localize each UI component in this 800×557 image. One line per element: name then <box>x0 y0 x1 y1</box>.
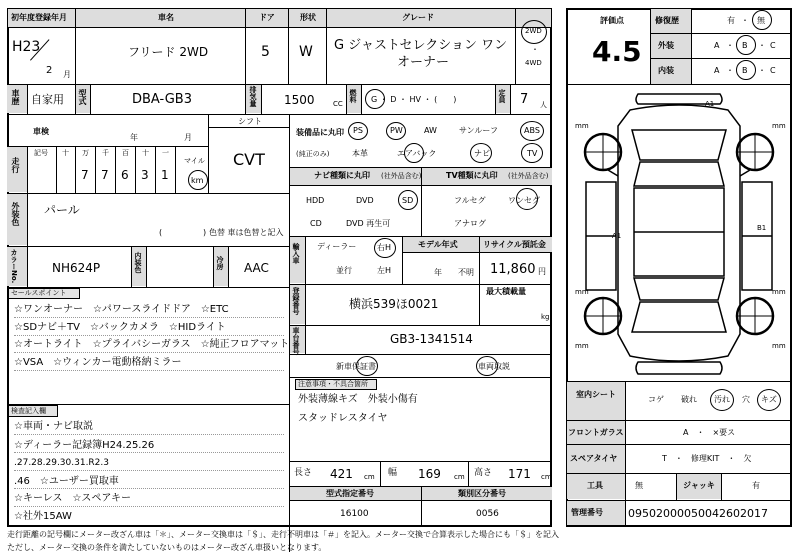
usage-value: 自家用 <box>31 93 64 106</box>
fuel-options: G ・ D ・ HV ・ ( ) <box>371 95 457 104</box>
import-label: 輸入車 <box>292 243 300 264</box>
footer-note-1: 走行距離の記号欄にメーター改ざん車は「＊」、メーター交換車は「＄」、走行不明車は「＃」を記入。メーター交換で合算表示した場合にも「＄」を記入 <box>7 530 559 539</box>
footer-note-2: ただし、メーター交換の条件を満たしていないものはメーター改ざん車扱いとなります。 <box>7 543 327 552</box>
sales-point-line: ☆ワンオーナー ☆パワースライドドア ☆ETC <box>14 304 229 315</box>
sales-point-line: ☆SDナビ＋TV ☆バックカメラ ☆HIDライト <box>14 322 226 333</box>
sales-points-label: セールスポイント <box>11 289 67 297</box>
navi-label: ナビ種類に丸印 <box>314 171 370 180</box>
tv-label: TV種類に丸印 <box>446 171 498 180</box>
recycle-label: リサイクル預託金 <box>483 240 546 249</box>
grade-line1: G ジャストセレクション ワン <box>334 38 508 53</box>
car-diagram <box>568 86 790 380</box>
inspector-line: ☆車両・ナビ取説 <box>14 421 93 432</box>
repair-label: 修復歴 <box>655 16 679 25</box>
management-number: 09502000050042602017 <box>628 507 768 520</box>
color-value: パール <box>44 203 80 217</box>
model-value: DBA-GB3 <box>132 92 192 107</box>
grade-label: グレード <box>402 13 434 22</box>
inspector-line: ☆キーレス ☆スペアキー <box>14 493 132 504</box>
jack-value: 有 <box>752 481 760 490</box>
car-name-label: 車名 <box>158 13 174 22</box>
new-warranty: 新車保証書 <box>336 362 376 371</box>
mileage-label: 走行 <box>11 157 20 173</box>
max-load-label: 最大積載量 <box>486 287 526 296</box>
damage-a1-side: A1 <box>612 232 622 240</box>
damage-b1: B1 <box>757 224 767 232</box>
jack-label: ジャッキ <box>683 481 715 490</box>
vehicle-manual: 車両取説 <box>478 362 510 371</box>
windshield-label: フロントガラス <box>568 428 624 437</box>
equipment-label: 装備品に丸印 <box>296 128 344 137</box>
grade-line2: オーナー <box>397 55 450 70</box>
ac-label: 冷房 <box>216 256 224 270</box>
door-count: 5 <box>261 44 270 60</box>
notes-line1: 外装薄線キズ 外装小傷有 <box>298 394 418 405</box>
interior-color-label: 内装色 <box>134 252 142 273</box>
drive-4wd: 4WD <box>525 59 542 67</box>
color-note: 色替 車は色替と記入 <box>209 228 284 237</box>
spare-tire-label: スペアタイヤ <box>570 454 618 463</box>
score-label: 評価点 <box>600 16 624 25</box>
spare-tire-value: T ・ 修理KIT ・ 欠 <box>662 454 752 463</box>
shape-label: 形状 <box>300 13 316 22</box>
shift-label: シフト <box>238 117 262 126</box>
recycle-value: 11,860 <box>490 262 536 277</box>
class-number: 0056 <box>476 509 499 519</box>
inspector-label: 検査記入欄 <box>11 407 46 415</box>
door-label: ドア <box>259 13 275 22</box>
sales-point-line: ☆VSA ☆ウィンカー電動格納ミラー <box>14 357 182 368</box>
model-label: 型式 <box>78 89 87 105</box>
model-year-label: モデル年式 <box>418 240 458 249</box>
colorno-value: NH624P <box>52 261 101 275</box>
mileage-unit: km <box>191 176 204 185</box>
height-label: 高さ <box>474 468 493 478</box>
management-label: 管理番号 <box>571 508 603 517</box>
fuel-label: 燃料 <box>349 89 357 103</box>
notes-label: 注意事項・不具合箇所 <box>298 380 368 388</box>
displacement-label: 排気量 <box>249 86 257 107</box>
inspector-line: ☆ディーラー記録簿H24.25.26 <box>14 440 155 451</box>
model-designation-label: 型式指定番号 <box>326 489 374 498</box>
first-reg-label: 初年度登録年月 <box>11 13 67 22</box>
ac-value: AAC <box>244 261 269 275</box>
height-value: 171 <box>508 467 531 481</box>
shift-value: CVT <box>233 150 265 169</box>
mileage-digit: 1 <box>161 168 169 182</box>
windshield-value: A ・ ×要ス <box>683 428 736 437</box>
mileage-digit: 6 <box>121 168 129 182</box>
length-label: 長さ <box>294 468 313 478</box>
interior-label: 内装 <box>658 66 674 75</box>
class-number-label: 類別区分番号 <box>458 489 506 498</box>
inspector-line: .46 ☆ユーザー買取車 <box>14 476 119 487</box>
notes-line2: スタッドレスタイヤ <box>298 413 388 424</box>
reg-label: 登録番号 <box>292 287 300 315</box>
length-value: 421 <box>330 467 353 481</box>
mileage-digit: 7 <box>101 168 109 182</box>
car-name: フリード 2WD <box>128 45 209 59</box>
displacement-value: 1500 <box>284 93 315 107</box>
drive-2wd: 2WD <box>525 27 542 35</box>
interior-seat-label: 室内シート <box>576 390 616 399</box>
first-reg-month: 2 <box>46 65 53 76</box>
mileage-digit: 7 <box>81 168 89 182</box>
mileage-digit: 3 <box>141 168 149 182</box>
width-label: 幅 <box>388 468 398 478</box>
inspector-line: .27.28.29.30.31.R2.3 <box>14 458 109 468</box>
chassis-label: 車台番号 <box>292 327 300 355</box>
equipment-sub-label: (純正のみ) <box>296 150 330 158</box>
inspection-label: 車検 <box>33 127 49 136</box>
reg-plate: 横浜539ほ0021 <box>349 297 439 311</box>
inspector-line: ☆社外15AW <box>14 511 72 522</box>
tools-label: 工具 <box>587 481 603 490</box>
chassis-value: GB3-1341514 <box>390 332 473 346</box>
model-designation: 16100 <box>340 509 369 519</box>
first-reg-era: H23 <box>12 39 41 55</box>
usage-label: 車歴 <box>11 89 20 105</box>
capacity-label: 定員 <box>498 89 506 103</box>
capacity-value: 7 <box>520 92 529 107</box>
width-value: 169 <box>418 467 441 481</box>
color-label: 外装色 <box>11 202 20 226</box>
damage-a1-top: A1 <box>705 100 715 108</box>
score-value: 4.5 <box>592 35 642 68</box>
exterior-label: 外装 <box>658 41 674 50</box>
body-shape: W <box>299 44 313 60</box>
sales-point-line: ☆オートライト ☆プライバシーガラス ☆純正フロアマット <box>14 339 290 350</box>
colorno-label: カラーNo. <box>10 249 18 284</box>
tools-value: 無 <box>635 481 643 490</box>
